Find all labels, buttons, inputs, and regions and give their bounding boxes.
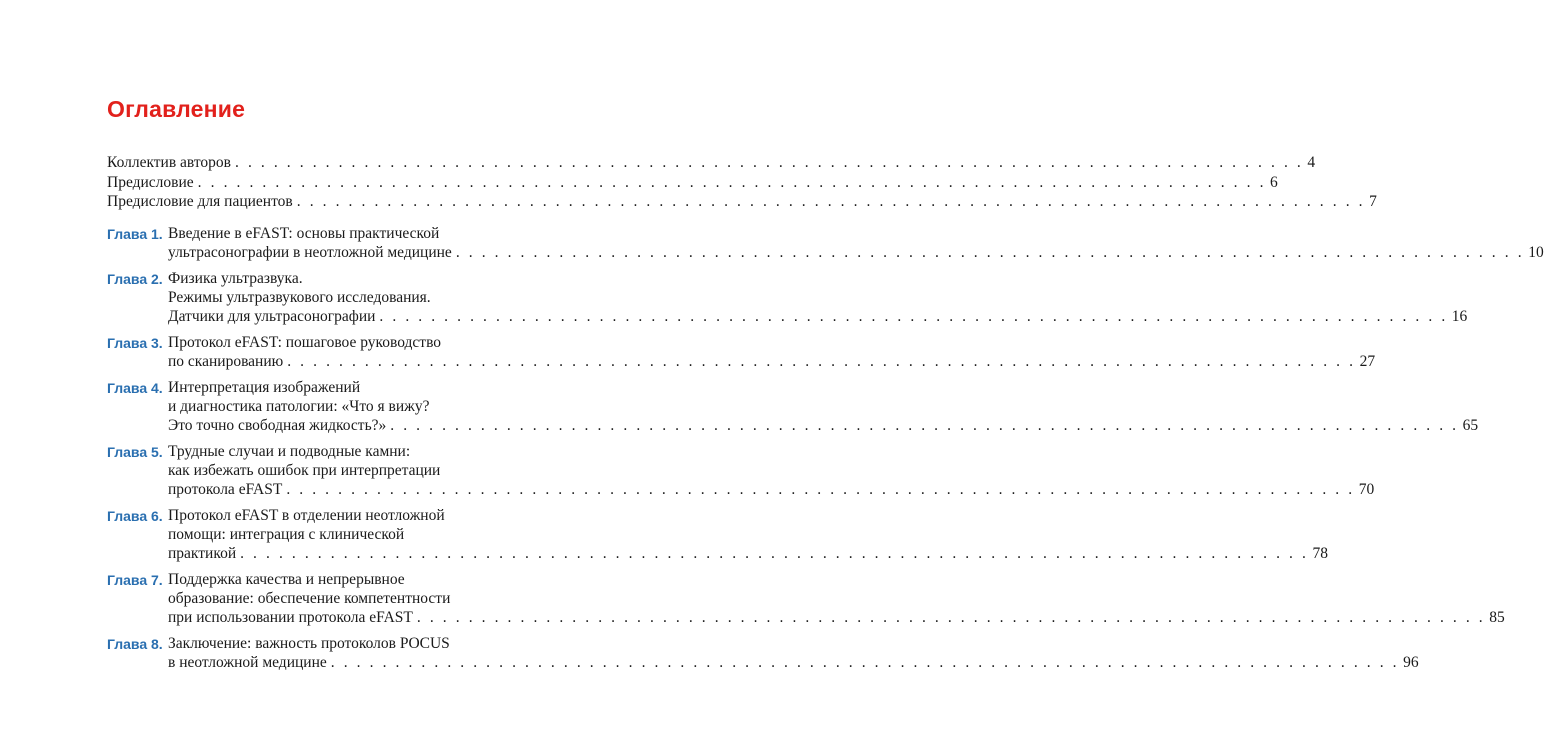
toc-page-number: 96 <box>1403 653 1419 671</box>
toc-entry-authors[interactable] <box>107 154 1316 174</box>
table-of-contents <box>107 154 1544 672</box>
dot-leader <box>456 243 1524 262</box>
chapter-label: Глава 2. <box>107 270 163 287</box>
chapter-title-line: по сканированию <box>168 352 284 370</box>
chapter-title-line: как избежать ошибок при интерпретации <box>168 461 441 479</box>
dot-leader <box>240 544 1308 563</box>
chapter-label: Глава 5. <box>107 443 163 460</box>
chapter-title-line: и диагностика патологии: «Что я вижу? <box>168 397 430 415</box>
toc-chapter-3[interactable] <box>107 333 1376 371</box>
dot-leader <box>417 608 1485 627</box>
chapter-title-line: Датчики для ультрасонографии <box>168 307 376 325</box>
chapter-label: Глава 7. <box>107 571 163 588</box>
toc-page-number: 7 <box>1369 193 1377 210</box>
chapter-label: Глава 8. <box>107 635 163 652</box>
dot-leader <box>297 193 1365 211</box>
chapter-label: Глава 1. <box>107 225 163 242</box>
chapter-title-line: Протокол eFAST в отделении неотложной <box>168 506 445 524</box>
toc-chapter-8[interactable] <box>107 634 1419 672</box>
toc-page-number: 78 <box>1312 544 1328 562</box>
dot-leader <box>198 174 1266 192</box>
chapter-title-line: практикой <box>168 544 237 562</box>
chapter-label: Глава 6. <box>107 507 163 524</box>
chapter-title-line: Введение в eFAST: основы практической <box>168 224 440 242</box>
chapter-title-line: Физика ультразвука. <box>168 269 303 287</box>
dot-leader <box>287 352 1355 371</box>
toc-entry-title: Коллектив авторов <box>107 154 231 171</box>
dot-leader <box>379 307 1447 326</box>
toc-entry-title: Предисловие для пациентов <box>107 193 293 210</box>
page-title: Оглавление <box>107 96 246 122</box>
toc-page-number: 65 <box>1462 416 1479 434</box>
chapter-label: Глава 3. <box>107 334 163 351</box>
chapter-title-line: Поддержка качества и непрерывное <box>168 570 405 588</box>
toc-page-number: 27 <box>1359 352 1376 370</box>
chapter-title-line: при использовании протокола eFAST <box>168 608 413 626</box>
toc-page-number: 70 <box>1358 480 1375 498</box>
toc-chapter-5[interactable] <box>107 442 1375 499</box>
chapter-title-line: в неотложной медицине <box>168 653 327 671</box>
dot-leader <box>286 480 1354 499</box>
toc-entry-preface[interactable] <box>107 173 1278 194</box>
chapter-title-line: протокола eFAST <box>168 480 283 498</box>
toc-chapter-7[interactable] <box>107 570 1505 627</box>
chapter-title-line: Это точно свободная жидкость?» <box>168 416 387 434</box>
toc-page-number: 10 <box>1528 243 1544 261</box>
toc-chapter-1[interactable] <box>107 224 1544 262</box>
chapter-title-line: помощи: интеграция с клинической <box>168 525 405 543</box>
toc-page-number: 85 <box>1489 608 1505 626</box>
toc-chapter-6[interactable] <box>107 506 1328 563</box>
toc-entry-title: Предисловие <box>107 173 194 191</box>
dot-leader <box>390 416 1458 435</box>
toc-entry-preface-patients[interactable] <box>107 193 1377 213</box>
chapter-title-line: ультрасонографии в неотложной медицине <box>168 243 452 261</box>
chapter-title-line: Заключение: важность протоколов POCUS <box>168 634 450 652</box>
dot-leader <box>235 154 1303 172</box>
toc-chapter-2[interactable] <box>107 269 1468 326</box>
toc-page-number: 6 <box>1270 173 1278 191</box>
toc-chapter-4[interactable] <box>107 378 1479 435</box>
chapter-label: Глава 4. <box>107 379 163 396</box>
toc-page-number: 16 <box>1451 307 1468 325</box>
chapter-title-line: Режимы ультразвукового исследования. <box>168 288 431 306</box>
dot-leader <box>331 653 1399 672</box>
chapter-title-line: образование: обеспечение компетентности <box>168 589 451 607</box>
toc-page-number: 4 <box>1307 154 1316 171</box>
chapter-title-line: Интерпретация изображений <box>168 378 361 396</box>
chapter-title-line: Трудные случаи и подводные камни: <box>168 442 411 460</box>
chapter-title-line: Протокол eFAST: пошаговое руководство <box>168 333 442 351</box>
